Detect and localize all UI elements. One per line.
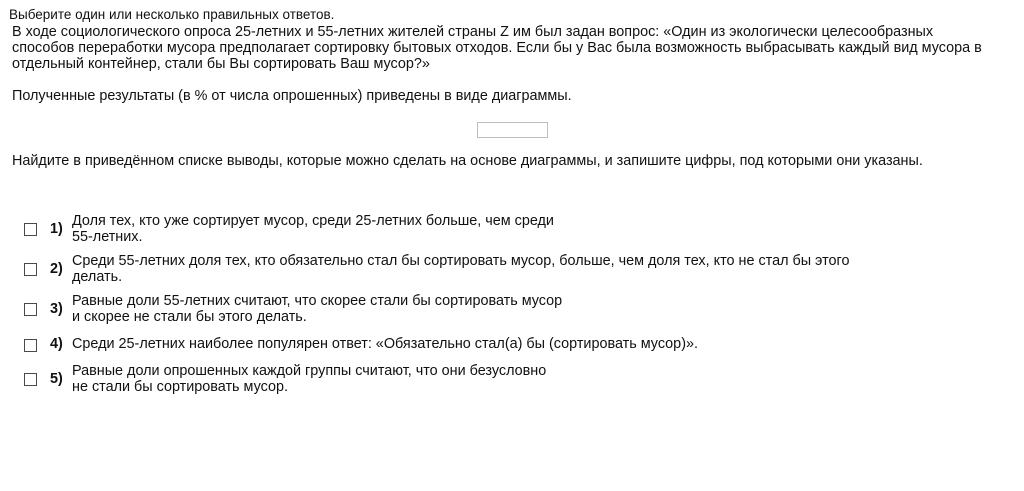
option-1-line-1: Доля тех, кто уже сортирует мусор, среди 25-летних больше, чем среди [72,213,554,229]
option-5-number: 5) [50,371,63,387]
option-3[interactable] [0,293,1024,329]
option-2-line-1: Среди 55-летних доля тех, кто обязательно стал бы сортировать мусор, больше, чем доля тех, кто не стал бы этого [72,253,850,269]
option-2-number: 2) [50,261,63,277]
option-2-line-2: делать. [72,269,123,285]
chart-caption: Полученные результаты (в % от числа опрошенных) приведены в виде диаграммы. [12,88,572,104]
option-4-line-1: Среди 25-летних наиболее популярен ответ: «Обязательно стал(а) бы (сортировать мусор)». [72,336,698,352]
option-5-line-1: Равные доли опрошенных каждой группы считают, что они безусловно [72,363,547,379]
option-1-checkbox[interactable] [24,223,37,236]
option-1[interactable] [0,213,1024,249]
option-5-checkbox[interactable] [24,373,37,386]
option-3-checkbox[interactable] [24,303,37,316]
instruction-text: Выберите один или несколько правильных ответов. [9,7,335,22]
option-4-number: 4) [50,336,63,352]
task-text: Найдите в приведённом списке выводы, которые можно сделать на основе диаграммы, и запишите цифры, под которыми они указаны. [12,153,923,169]
option-1-number: 1) [50,221,63,237]
chart-image-placeholder [477,122,548,138]
option-5[interactable] [0,363,1024,399]
question-block [12,24,1012,104]
option-4-checkbox[interactable] [24,339,37,352]
option-2-checkbox[interactable] [24,263,37,276]
option-1-line-2: 55-летних. [72,229,143,245]
option-4[interactable] [0,336,1024,356]
option-2[interactable] [0,253,1024,289]
question-paragraph: В ходе социологического опроса 25-летних и 55-летних жителей страны Z им был задан вопрос: «Один из экологически целесообразных способов переработки мусора предполагает сортировку бытовых отходов. Если бы у Вас была возможность выбрасывать каждый вид мусора в отдельный контейнер, стали бы Вы сортировать Ваш мусор?» [12,24,982,72]
option-5-line-2: не стали бы сортировать мусор. [72,379,288,395]
option-3-line-2: и скорее не стали бы этого делать. [72,309,307,325]
option-3-number: 3) [50,301,63,317]
option-3-line-1: Равные доли 55-летних считают, что скорее стали бы сортировать мусор [72,293,563,309]
